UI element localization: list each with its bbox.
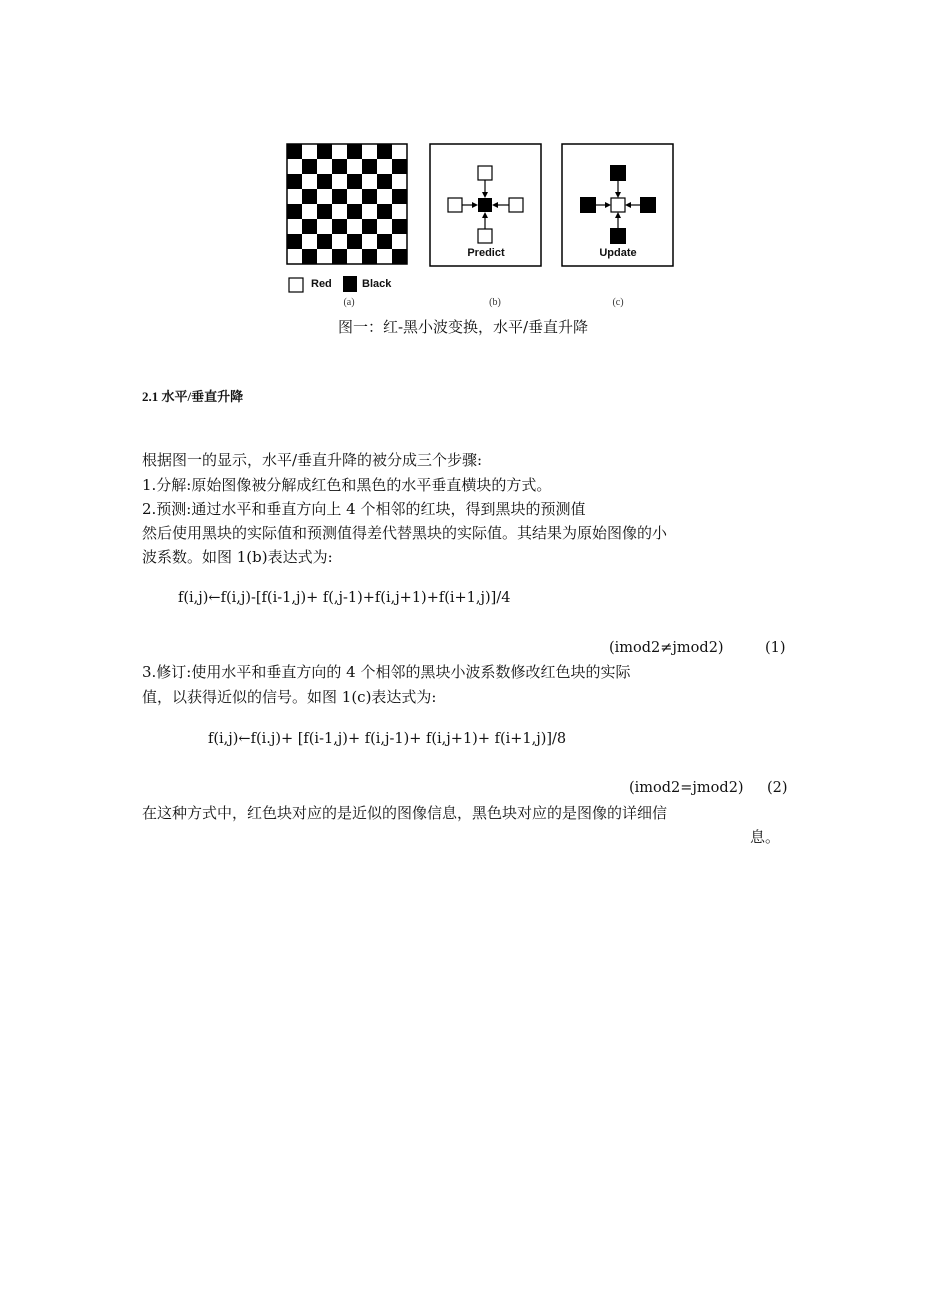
checker-cell [347, 144, 362, 159]
step-1-decompose: 1.分解:原始图像被分解成红色和黑色的水平垂直横块的方式。 [142, 476, 552, 494]
checkerboard-panel [287, 144, 407, 264]
checker-cell [332, 159, 347, 174]
checker-cell [362, 159, 377, 174]
legend-red-label: Red [311, 278, 332, 290]
legend-black-label: Black [362, 278, 392, 290]
checker-cell [302, 249, 317, 264]
intro-paragraph: 根据图一的显示，水平/垂直升降的被分成三个步骤: [142, 451, 483, 469]
equation-1-number: (1) [765, 640, 786, 656]
checker-cell [317, 204, 332, 219]
step-3-update: 3.修订:使用水平和垂直方向的 4 个相邻的黑块小波系数修改红色块的实际 [142, 663, 631, 681]
checker-cell [287, 174, 302, 189]
figure-caption: 图一：红-黑小波变换，水平/垂直升降 [337, 318, 589, 336]
step-2-predict: 2.预测:通过水平和垂直方向上 4 个相邻的红块，得到黑块的预测值 [142, 500, 586, 518]
step-2-continuation-2: 波系数。如图 1(b)表达式为: [142, 548, 333, 566]
checker-cell [302, 159, 317, 174]
conclusion-continuation: 息。 [750, 828, 781, 846]
checker-cell [347, 234, 362, 249]
checker-cell [332, 189, 347, 204]
checker-cell [332, 249, 347, 264]
checker-cell [392, 249, 407, 264]
checker-cell [287, 234, 302, 249]
predict-label: Predict [467, 247, 505, 259]
checker-cell [377, 144, 392, 159]
legend-red-square [289, 278, 303, 292]
checker-cell [347, 174, 362, 189]
checker-cell [362, 189, 377, 204]
checker-cell [377, 234, 392, 249]
subfigure-a-label: (a) [343, 297, 355, 308]
checker-cell [287, 204, 302, 219]
subfigure-b-label: (b) [489, 297, 501, 308]
equation-1: f(i,j)←f(i,j)-[f(i-1,j)+ f(,j-1)+f(i,j+1)+f(i+1,j)]/4 [178, 590, 511, 606]
conclusion-paragraph: 在这种方式中，红色块对应的是近似的图像信息，黑色块对应的是图像的详细信 [142, 804, 668, 822]
checker-cell [302, 219, 317, 234]
equation-2-condition: (imod2=jmod2) [629, 780, 744, 796]
figure-svg [283, 140, 679, 312]
equation-2: f(i,j)←f(i.j)+ [f(i-1,j)+ f(i,j-1)+ f(i,j+1)+ f(i+1,j)]/8 [208, 731, 567, 747]
update-panel [562, 144, 673, 266]
equation-2-number: (2) [767, 780, 788, 796]
checker-cell [302, 189, 317, 204]
legend-black-square [343, 276, 357, 292]
checker-cell [377, 174, 392, 189]
checker-cell [332, 219, 347, 234]
checker-cell [392, 219, 407, 234]
checker-cell [317, 234, 332, 249]
step-2-continuation-1: 然后使用黑块的实际值和预测值得差代替黑块的实际值。其结果为原始图像的小 [142, 524, 668, 542]
figure-red-black-wavelet [283, 140, 679, 312]
checker-cell [362, 219, 377, 234]
checker-cell [377, 204, 392, 219]
section-heading: 2.1 水平/垂直升降 [142, 389, 244, 404]
update-label: Update [599, 247, 637, 259]
checker-cell [287, 144, 302, 159]
checker-cell [362, 249, 377, 264]
subfigure-c-label: (c) [612, 297, 624, 308]
checker-cell [317, 174, 332, 189]
step-3-continuation: 值，以获得近似的信号。如图 1(c)表达式为: [142, 688, 437, 706]
predict-panel [430, 144, 541, 266]
checker-cell [392, 189, 407, 204]
equation-1-condition: (imod2≠jmod2) [609, 640, 724, 656]
checker-cell [317, 144, 332, 159]
checker-cell [347, 204, 362, 219]
checker-cell [392, 159, 407, 174]
